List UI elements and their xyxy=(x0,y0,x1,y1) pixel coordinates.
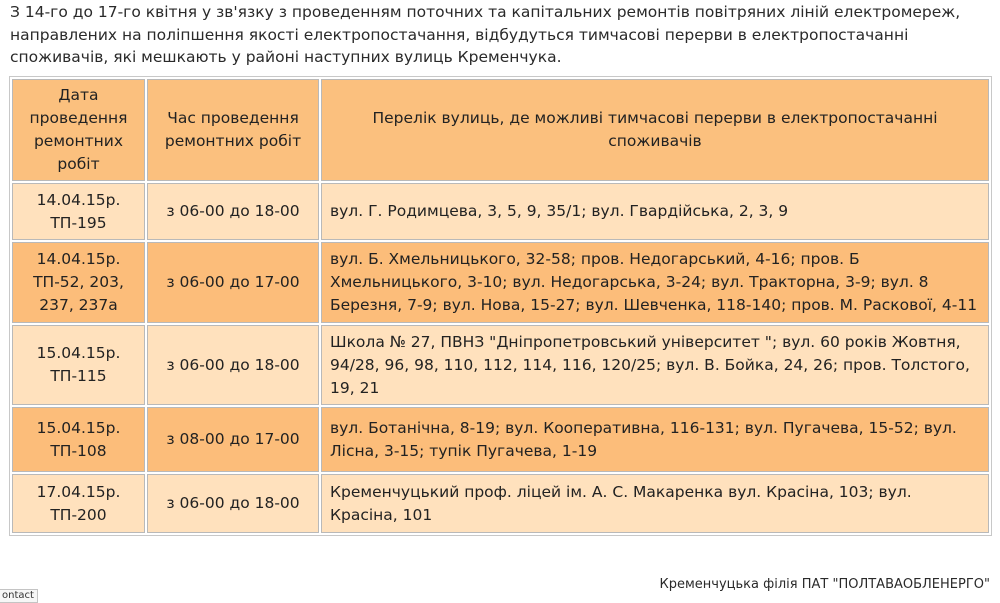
table-header-row xyxy=(12,79,989,181)
station-value: ТП-108 xyxy=(50,441,107,460)
streets-cell: вул. Г. Родимцева, 3, 5, 9, 35/1; вул. Гвардійська, 2, 3, 9 xyxy=(321,183,989,240)
header-date: Дата проведення ремонтних робіт xyxy=(12,79,145,181)
date-cell xyxy=(12,242,145,323)
date-value: 17.04.15р. xyxy=(36,482,121,501)
time-cell: з 06-00 до 18-00 xyxy=(147,183,319,240)
date-cell xyxy=(12,407,145,472)
outage-schedule-table xyxy=(9,76,992,536)
station-value: ТП-115 xyxy=(50,367,107,385)
date-value: 14.04.15р. xyxy=(36,250,121,268)
table-row xyxy=(12,183,989,240)
time-cell: з 06-00 до 18-00 xyxy=(147,474,319,533)
header-streets: Перелік вулиць, де можливі тимчасові перерви в електропостачанні споживачів xyxy=(321,79,989,181)
station-value: ТП-200 xyxy=(50,505,107,524)
header-time: Час проведення ремонтних робіт xyxy=(147,79,319,181)
streets-cell: Кременчуцький проф. ліцей ім. А. С. Макаренка вул. Красіна, 103; вул. Красіна, 101 xyxy=(321,474,989,533)
table-row xyxy=(12,474,989,533)
date-cell xyxy=(12,474,145,533)
signature: Кременчуцька філія ПАТ "ПОЛТАВАОБЛЕНЕРГО" xyxy=(659,577,990,592)
station-value: ТП-195 xyxy=(50,213,107,232)
time-cell: з 08-00 до 17-00 xyxy=(147,407,319,472)
streets-cell: вул. Ботанічна, 8-19; вул. Кооперативна, 116-131; вул. Пугачева, 15-52; вул. Лісна, 3-15; тупік Пугачева, 1-19 xyxy=(321,407,989,472)
table-row xyxy=(12,242,989,323)
time-cell: з 06-00 до 17-00 xyxy=(147,242,319,323)
date-value: 15.04.15р. xyxy=(36,418,121,437)
date-cell xyxy=(12,183,145,240)
date-value: 14.04.15р. xyxy=(36,190,121,209)
date-value: 15.04.15р. xyxy=(36,344,121,362)
time-cell: з 06-00 до 18-00 xyxy=(147,325,319,405)
date-cell xyxy=(12,325,145,405)
streets-cell: вул. Б. Хмельницького, 32-58; пров. Недогарський, 4-16; пров. Б Хмельницького, 3-10; вул. Недогарська, 3-24; вул. Тракторна, 3-9; вул. 8 Березня, 7-9; вул. Нова, 15-27; вул. Шевченка, 118-140; пров. М. Раскової, 4-11 xyxy=(321,242,989,323)
contact-tab[interactable]: ontact xyxy=(0,589,38,603)
table-row xyxy=(12,407,989,472)
streets-cell: Школа № 27, ПВНЗ "Дніпропетровський університет "; вул. 60 років Жовтня, 94/28, 96, 98, 110, 112, 114, 116, 120/25; вул. В. Бойка, 24, 26; пров. Толстого, 19, 21 xyxy=(321,325,989,405)
station-value: ТП-52, 203, 237, 237а xyxy=(33,273,124,314)
intro-text: З 14-го до 17-го квітня у зв'язку з проведенням поточних та капітальних ремонтів повітряних ліній електромереж, направлених на поліпшення якості електропостачання, відбудуться тимчасові перерви в електропостачанні споживачів, які мешкають у районі наступних вулиць Кременчука. xyxy=(10,3,961,66)
table-row xyxy=(12,325,989,405)
